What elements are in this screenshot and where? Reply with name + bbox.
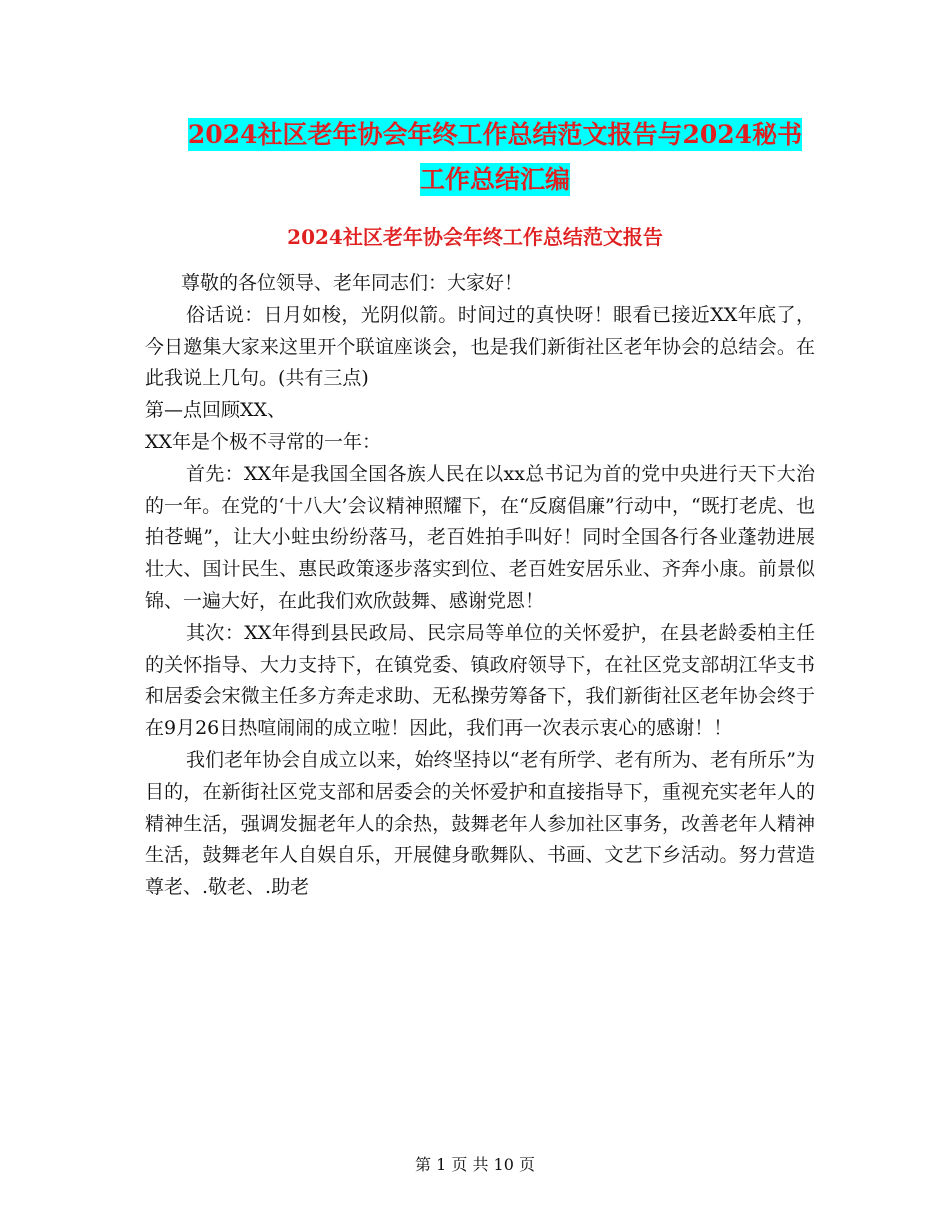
main-title-line1: 2024社区老年协会年终工作总结范文报告与2024秘书 bbox=[187, 120, 803, 149]
paragraph-point-one: 第—点回顾XX、 bbox=[145, 399, 287, 422]
page-footer: 第 1 页 共 10 页 bbox=[415, 1155, 535, 1174]
document-body bbox=[145, 268, 815, 904]
paragraph-year-summary: XX年是个极不寻常的一年： bbox=[145, 430, 382, 453]
main-title-line2: 工作总结汇编 bbox=[419, 165, 570, 194]
section-title: 2024社区老年协会年终工作总结范文报告 bbox=[287, 225, 663, 249]
paragraph-intro: 俗话说：日月如梭，光阴似箭。时间过的真快呀！眼看已接近XX年底了，今日邀集大家来这里开个联谊座谈会，也是我们新街社区老年协会的总结会。在此我说上几句。(共有三点) bbox=[145, 303, 815, 390]
paragraph-first: 首先：XX年是我国全国各族人民在以xx总书记为首的党中央进行天下大治的一年。在党的‘十八大’会议精神照耀下，在“反腐倡廉”行动中，“既打老虎、也拍苍蝇”，让大小蛀虫纷纷落马，老百姓拍手叫好！同时全国各行各业蓬勃进展壮大、国计民生、惠民政策逐步落实到位、老百姓安居乐业、齐奔小康。前景似锦、一遍大好，在此我们欢欣鼓舞、感谢党恩！ bbox=[145, 462, 815, 612]
paragraph-greeting: 尊敬的各位领导、老年同志们：大家好！ bbox=[181, 272, 524, 294]
paragraph-association: 我们老年协会自成立以来，始终坚持以“老有所学、老有所为、老有所乐”为目的，在新街社区党支部和居委会的关怀爱护和直接指导下，重视充实老年人的精神生活，强调发掘老年人的余热，鼓舞老年人参加社区事务，改善老年人精神生活，鼓舞老年人自娱自乐，开展健身歌舞队、书画、文艺下乡活动。努力营造尊老、.敬老、.助老 bbox=[145, 748, 815, 899]
paragraph-second: 其次：XX年得到县民政局、民宗局等单位的关怀爱护，在县老龄委柏主任的关怀指导、大力支持下，在镇党委、镇政府领导下，在社区党支部胡江华支书和居委会宋微主任多方奔走求助、无私操劳筹备下，我们新街社区老年协会终于在9月26日热喧闹闹的成立啦！因此，我们再一次表示衷心的感谢！！ bbox=[145, 621, 815, 740]
main-title bbox=[0, 112, 950, 202]
